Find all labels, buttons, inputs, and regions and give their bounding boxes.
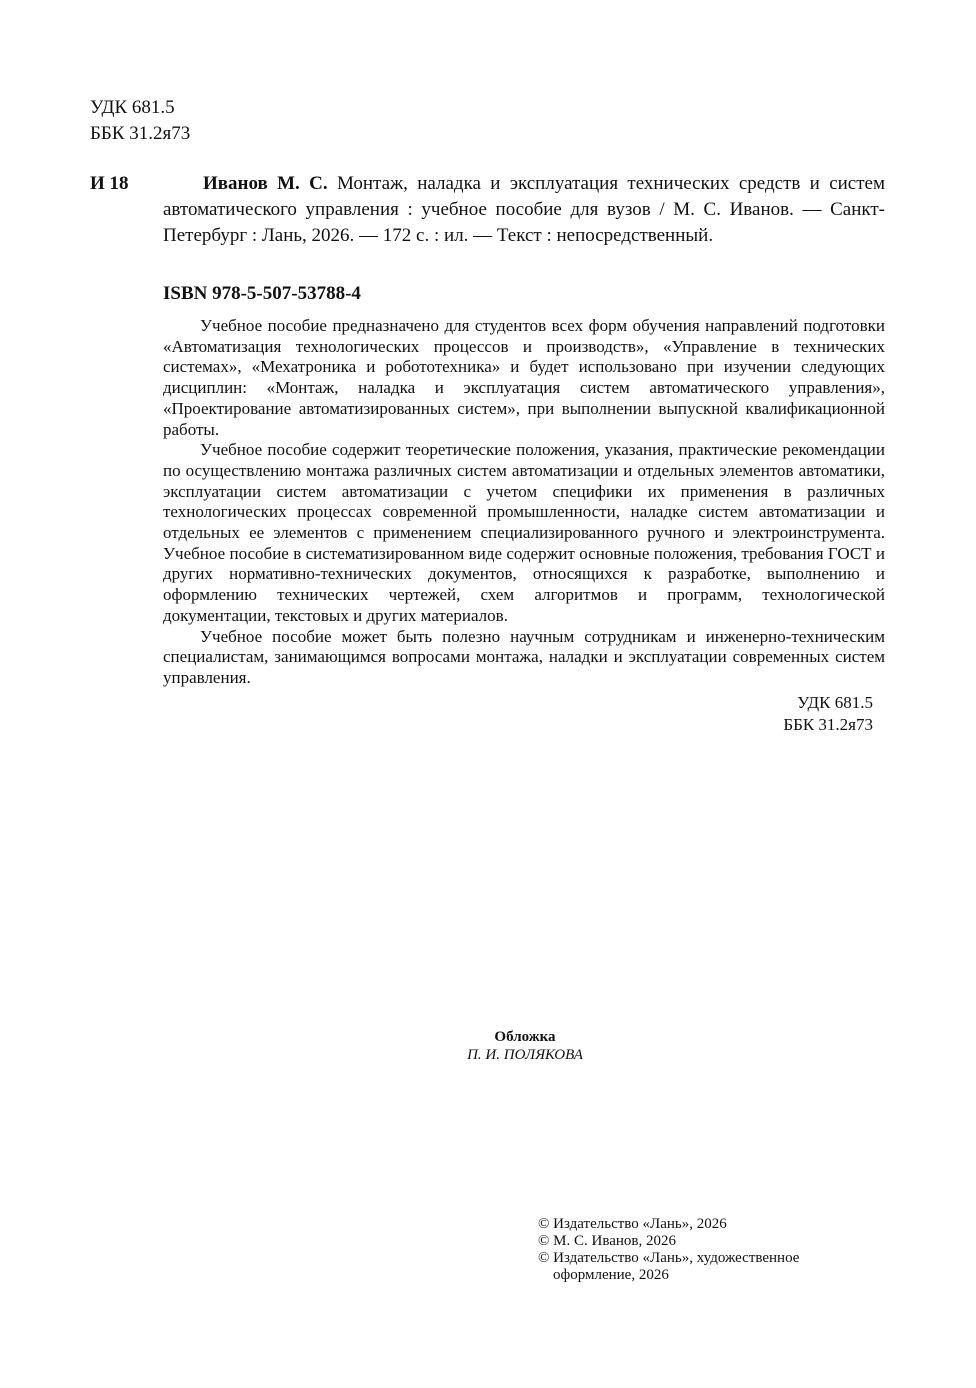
udk-code: УДК 681.5 [797,693,873,712]
author-mark: И 18 [90,173,129,194]
author-name: Иванов М. С. [203,173,328,194]
isbn: ISBN 978-5-507-53788-4 [163,283,361,304]
copyright-block [538,1216,858,1284]
cover-label: Обложка [494,1029,556,1045]
annotation [163,316,885,689]
header-classification-codes [90,95,190,147]
copyright-design-continuation: оформление, 2026 [553,1267,669,1283]
udk-code: УДК 681.5 [90,97,175,118]
copyright-design: © Издательство «Лань», художественное [538,1250,800,1266]
cover-designer: П. И. ПОЛЯКОВА [467,1047,583,1063]
bbk-code: ББК 31.2я73 [90,123,191,144]
bibliographic-description: Монтаж, наладка и эксплуатация технических средств и систем автоматического управления : учебное пособие для вузов / М. С. Иванов. — Санкт-Петербург : Лань, 2026. — 172 с. : ил. — Текст : непосредственный. [163,173,885,246]
annotation-paragraph: Учебное пособие может быть полезно научным сотрудникам и инженерно-техническим специалистам, занимающимся вопросами монтажа, наладки и эксплуатации современных систем управления. [163,626,885,687]
copyright-publisher: © Издательство «Лань», 2026 [538,1216,727,1232]
bibliographic-record [163,171,885,249]
annotation-paragraph: Учебное пособие содержит теоретические положения, указания, практические рекомендации по осуществлению монтажа различных систем автоматизации и отдельных элементов автоматики, эксплуатации систем автоматизации с учетом специфики их применения в различных технологических процессах современной промышленности, наладке систем автоматизации и отдельных ее элементов с применением специализированного ручного и электроинструмента. Учебное пособие в систематизированном виде содержит основные положения, требования ГОСТ и других нормативно-технических документов, относящихся к разработке, выполнению и оформлению технических чертежей, схем алгоритмов и программ, технологической документации, текстовых и других материалов. [163,440,885,625]
bbk-code: ББК 31.2я73 [783,715,873,734]
footer-classification-codes [700,692,873,736]
copyright-author: © М. С. Иванов, 2026 [538,1233,676,1249]
annotation-paragraph: Учебное пособие предназначено для студентов всех форм обучения направлений подготовки «Автоматизация технологических процессов и производств», «Управление в технических системах», «Мехатроника и робототехника» и будет использовано при изучении следующих дисциплин: «Монтаж, наладка и эксплуатация систем автоматического управления», «Проектирование автоматизированных систем», при выполнении выпускной квалификационной работы. [163,316,885,439]
